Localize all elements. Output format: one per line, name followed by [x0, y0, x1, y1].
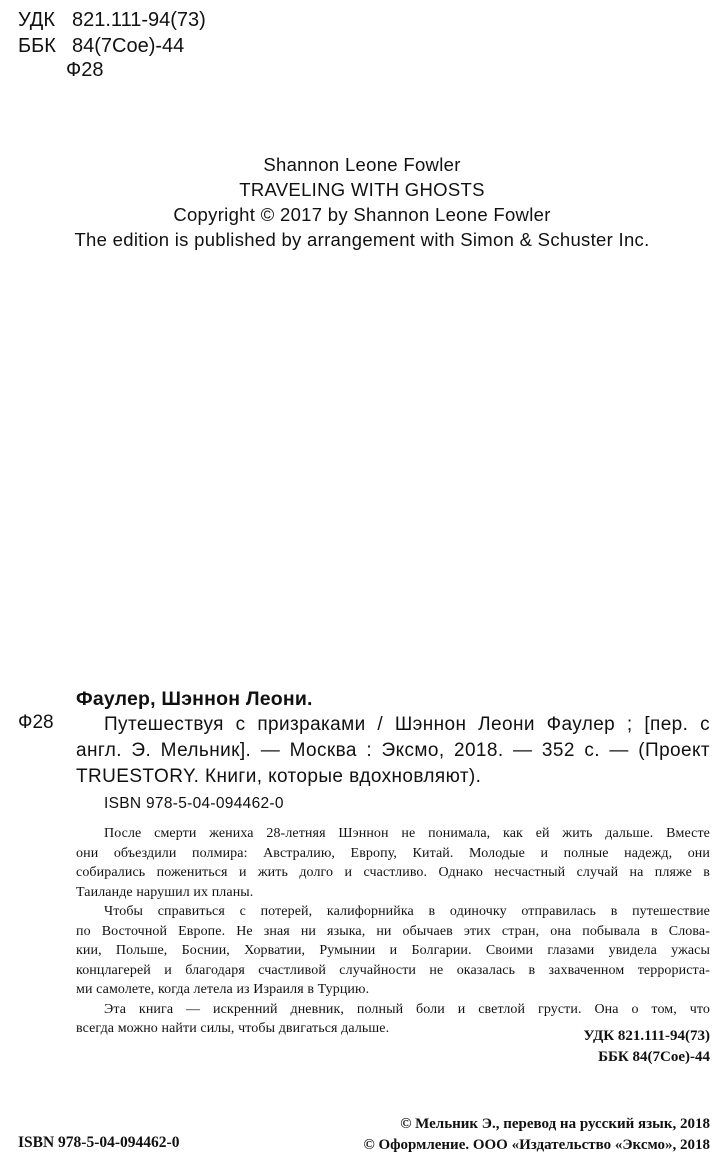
annotation-line: Таиланде нарушил их планы.	[76, 884, 254, 900]
bib-line: англ. Э. Мельник]. — Москва : Эксмо, 2018. — 352 с. — (Проект	[76, 740, 710, 761]
isbn-record: ISBN 978-5-04-094462-0	[104, 795, 284, 812]
original-copyright: Copyright © 2017 by Shannon Leone Fowler	[173, 204, 551, 225]
bib-line: Путешествуя с призраками / Шэннон Леони Фаулер ; [пер. с	[104, 714, 710, 735]
author-mark-top: Ф28	[66, 59, 104, 81]
bottom-bbk: ББК 84(7Сое)-44	[598, 1049, 710, 1065]
annotation-line: концлагерей и благодаря счастливой случайности не оказалась в захваченном террориста-	[76, 962, 710, 978]
author-heading: Фаулер, Шэннон Леони.	[76, 688, 313, 710]
annotation-line: по Восточной Европе. Не зная ни языка, ни обычаев этих стран, она побывала в Слова-	[76, 923, 710, 939]
original-edition-block	[0, 152, 724, 252]
bbk-value: 84(7Сое)-44	[72, 35, 185, 57]
udk-value: 821.111-94(73)	[72, 9, 206, 31]
original-title: TRAVELING WITH GHOSTS	[239, 179, 485, 200]
annotation-line: ми самолете, когда летела из Израиля в Турцию.	[76, 982, 370, 997]
original-author: Shannon Leone Fowler	[263, 154, 461, 175]
annotation-line: Чтобы справиться с потерей, калифорнийка в одиночку отправилась в путешествие	[104, 904, 710, 919]
annotation-line: они объездили полмира: Австралию, Европу, Китай. Молодые и полные надежд, они	[76, 845, 710, 861]
annotation	[76, 824, 710, 1039]
annotation-line: собирались пожениться и жить долго и счастливо. Однако несчастный случай на пляже в	[76, 865, 710, 880]
annotation-line: Эта книга — искренний дневник, полный боли и светлой грусти. Она о том, что	[104, 1001, 710, 1017]
annotation-line: кии, Польше, Боснии, Хорватии, Румынии и Болгарии. Своими глазами увидела ужасы	[76, 943, 710, 958]
bib-line: TRUESTORY. Книги, которые вдохновляют).	[76, 766, 482, 787]
bbk-line	[18, 34, 184, 58]
bbk-label: ББК	[18, 35, 56, 57]
bottom-classification	[583, 1026, 710, 1068]
udk-label: УДК	[18, 9, 56, 31]
copyright-block	[364, 1114, 711, 1156]
copyright-design: © Оформление. ООО «Издательство «Эксмо», 2018	[363, 1137, 710, 1153]
original-arrangement: The edition is published by arrangement with Simon & Schuster Inc.	[74, 229, 650, 250]
annotation-line: всегда можно найти силы, чтобы двигаться дальше.	[76, 1021, 390, 1036]
copyright-translation: © Мельник Э., перевод на русский язык, 2018	[400, 1116, 710, 1132]
bottom-udk: УДК 821.111-94(73)	[583, 1028, 710, 1044]
author-mark-bib: Ф28	[18, 712, 54, 733]
footer-isbn: ISBN 978-5-04-094462-0	[18, 1134, 180, 1151]
bibliographic-description	[76, 712, 710, 790]
udk-line	[18, 8, 206, 32]
annotation-line: После смерти жениха 28-летняя Шэннон не понимала, как ей жить дальше. Вместе	[104, 826, 710, 841]
